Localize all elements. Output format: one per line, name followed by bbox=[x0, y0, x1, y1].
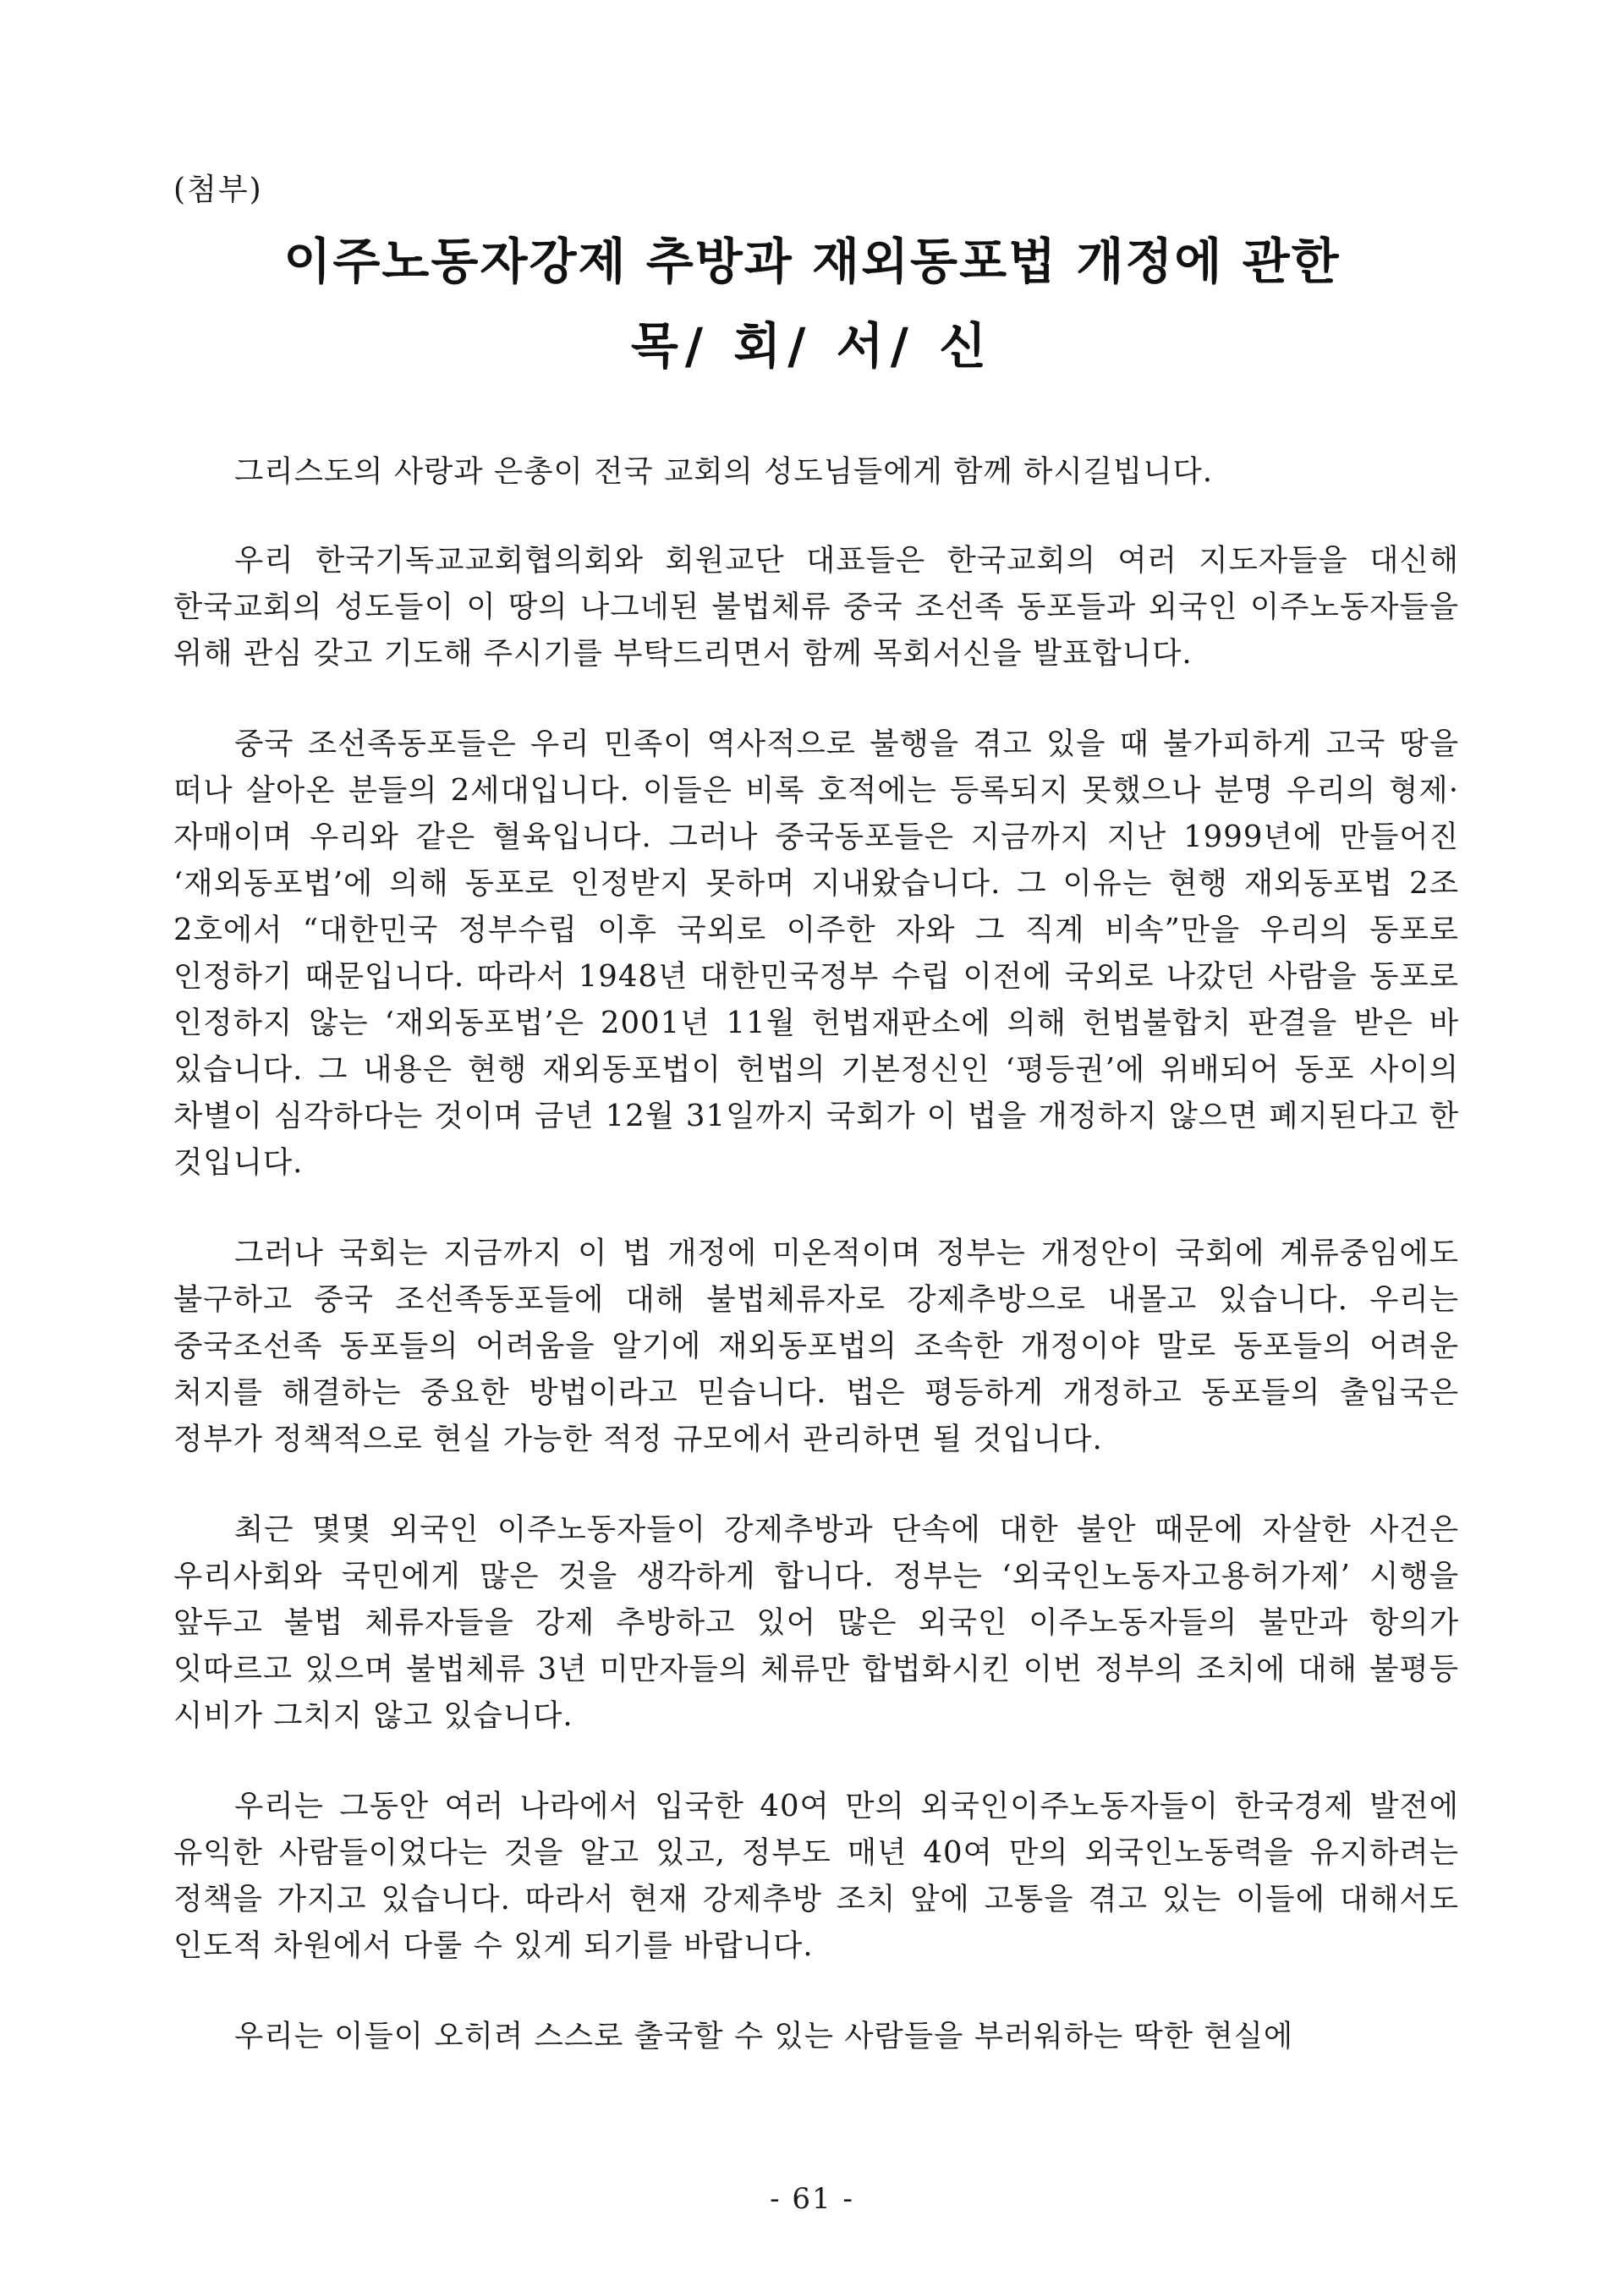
paragraph-korean-chinese-compatriots: 중국 조선족동포들은 우리 민족이 역사적으로 불행을 겪고 있을 때 불가피하게 고국 땅을 떠나 살아온 분들의 2세대입니다. 이들은 비록 호적에는 등록되지 못했으나 분명 우리의 형제· 자매이며 우리와 같은 혈육입니다. 그러나 중국동포들은 지금까지 지난 1999년에 만들어진 ‘재외동포법’에 의해 동포로 인정받지 못하며 지내왔습니다. 그 이유는 현행 재외동포법 2조 2호에서 “대한민국 정부수립 이후 국외로 이주한 자와 그 직계 비속”만을 우리의 동포로 인정하기 때문입니다. 따라서 1948년 대한민국정부 수립 이전에 국외로 나갔던 사람을 동포로 인정하지 않는 ‘재외동포법’은 2001년 11월 헌법재판소에 의해 헌법불합치 판결을 받은 바 있습니다. 그 내용은 현행 재외동포법이 헌법의 기본정신인 ‘평등권’에 위배되어 동포 사이의 차별이 심각하다는 것이며 금년 12월 31일까지 국회가 이 법을 개정하지 않으면 폐지된다고 한 것입니다. bbox=[173, 727, 1459, 1180]
paragraph-migrant-workers: 최근 몇몇 외국인 이주노동자들이 강제추방과 단속에 대한 불안 때문에 자살한 사건은 우리사회와 국민에게 많은 것을 생각하게 합니다. 정부는 ‘외국인노동자고용허가제’ 시행을 앞두고 불법 체류자들을 강제 추방하고 있어 많은 외국인 이주노동자들의 불만과 항의가 잇따르고 있으며 불법체류 3년 미만자들의 체류만 합법화시킨 이번 정부의 조치에 대해 불평등 시비가 그치지 않고 있습니다. bbox=[173, 1512, 1459, 1733]
document-title-line-1: 이주노동자강제 추방과 재외동포법 개정에 관한 bbox=[283, 233, 1341, 290]
attachment-label: (첨부) bbox=[173, 173, 263, 207]
paragraph-announcement: 우리 한국기독교교회협의회와 회원교단 대표들은 한국교회의 여러 지도자들을 대신해 한국교회의 성도들이 이 땅의 나그네된 불법체류 중국 조선족 동포들과 외국인 이주노동자들을 위해 관심 갖고 기도해 주시기를 부탁드리면서 함께 목회서신을 발표합니다. bbox=[173, 543, 1459, 671]
paragraph-humanitarian-request: 우리는 그동안 여러 나라에서 입국한 40여 만의 외국인이주노동자들이 한국경제 발전에 유익한 사람들이었다는 것을 알고 있고, 정부도 매년 40여 만의 외국인노동력을 유지하려는 정책을 가지고 있습니다. 따라서 현재 강제추방 조치 앞에 고통을 겪고 있는 이들에 대해서도 인도적 차원에서 다룰 수 있게 되기를 바랍니다. bbox=[173, 1789, 1459, 1963]
page-number: - 61 - bbox=[770, 2182, 854, 2216]
document-title-line-2: 목/ 회/ 서/ 신 bbox=[630, 317, 994, 375]
letter-body bbox=[173, 448, 1459, 2103]
paragraph-continuation: 우리는 이들이 오히려 스스로 출국할 수 있는 사람들을 부러워하는 딱한 현실에 bbox=[234, 2019, 1294, 2053]
paragraph-greeting: 그리스도의 사랑과 은총이 전국 교회의 성도님들에게 함께 하시길빕니다. bbox=[234, 454, 1214, 489]
paragraph-law-revision: 그러나 국회는 지금까지 이 법 개정에 미온적이며 정부는 개정안이 국회에 계류중임에도 불구하고 중국 조선족동포들에 대해 불법체류자로 강제추방으로 내몰고 있습니다. 우리는 중국조선족 동포들의 어려움을 알기에 재외동포법의 조속한 개정이야 말로 동포들의 어려운 처지를 해결하는 중요한 방법이라고 믿습니다. 법은 평등하게 개정하고 동포들의 출입국은 정부가 정책적으로 현실 가능한 적정 규모에서 관리하면 될 것입니다. bbox=[173, 1236, 1459, 1456]
